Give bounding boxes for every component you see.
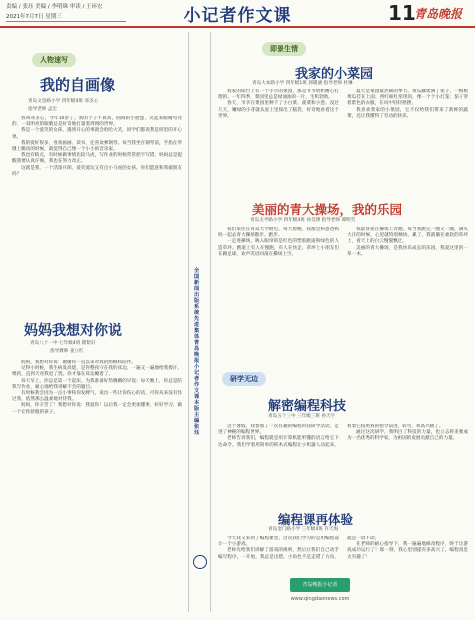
paragraph: 这个暑假，我参加了一次有趣的编程科技研学活动，走进了神秘的编程世界。: [218, 424, 339, 436]
section-banner-scenes: 即景生情: [262, 42, 306, 56]
paragraph: 一走进操场，映入眼帘的是红色的塑胶跑道和绿色的人造草坪。跑道上有人在慢跑，有人在快走；草坪上小朋友们在踢足球，欢声笑语回荡在操场上空。: [218, 239, 339, 257]
paragraph: 夏天是菜园最热闹的季节。黄瓜藤爬满了架子，一根根黄瓜挂在上面；西红柿红彤彤的，像一个个小灯笼；茄子穿着紫色的衣服，在风中轻轻摇摆。: [347, 89, 468, 107]
paragraph: 老师先给我们讲解了游戏的规则，然后让我们自己动手编写程序。一开始，我总是出错，小角色不是走错了方向，就是一动不动。: [218, 536, 380, 560]
section-banner-study: 研学无边: [222, 372, 266, 386]
paragraph: 记得小时候，我生病发高烧，是你整夜守在我的床边，一遍又一遍地给我擦汗、喂药，直到天亮我退了烧，你才靠在床边睡着了。: [12, 366, 182, 378]
vertical-credit-text: 全国新闻出版系统先进集体 青岛晚报小记者作文课 本版主编 张珏: [194, 268, 200, 436]
column-divider-right: [210, 32, 211, 612]
paragraph: 我叫邓圣心，今年10岁了。我的个子不算高，圆圆的小脸蛋，笑起来眼睛弯弯的，一双明亮的眼睛总是好奇地打量着周围的世界。: [12, 116, 182, 128]
article-body-self-portrait: [12, 116, 182, 321]
article-body-vegetable-garden: [218, 89, 468, 191]
paragraph: 我喜欢我家的小菜园，它不仅给我们带来了新鲜的蔬菜，还让我懂得了劳动的快乐。: [347, 107, 468, 119]
paragraph: 妈妈，你辛苦了！我想对你说：我爱你！以后我一定会更加懂事，好好学习，做一个让你骄傲的孩子。: [12, 403, 182, 415]
paragraph: 每天早上，你总是第一个起床，为我准备好热腾腾的早饭；每天晚上，你总是陪我写作业，耐心地给我讲解不会的题目。: [12, 378, 182, 390]
article-byline: 指导教师 姜立红: [50, 349, 84, 354]
paragraph: 这就是我，一个活泼开朗、爱笑爱玩又有点小马虎的女孩。你们愿意和我做朋友吗？: [12, 165, 182, 177]
paragraph: 妈妈，我想对你说：谢谢你一直以来对我的照顾和陪伴。: [21, 360, 136, 365]
paragraph: 我最喜欢在操场上奔跑。每当我跑完一圈又一圈，满头大汗的时候，心里就特别畅快。累了，我就躺在柔软的草坪上，看天上的白云慢慢飘过。: [347, 227, 468, 245]
paragraph: 有时候我会因为一点小事和你发脾气，说出一些让你伤心的话，可你从来没有怪过我，依然那么温柔地对待我。: [12, 391, 182, 403]
article-byline: 青岛太平路小学 四年级4班 孙昊博 指导老师 谭明雪: [250, 218, 356, 223]
article-body-playground: [218, 227, 468, 352]
paragraph: 今天我又来到了编程课堂，这次我们学习的是用编程设计一个小游戏。: [218, 536, 339, 548]
article-byline: 青岛大本路小学 四年级1班 郭暖涵 指导老师 杜琳: [252, 81, 353, 86]
paragraph: 春天，爷爷在菜园里种下了小白菜、菠菜和小葱。没过几天，嫩绿的小芽就从泥土里探出了脑袋，好奇地看着这个世界。: [218, 101, 339, 119]
article-title-coding-class: 编程课再体验: [278, 512, 354, 527]
article-byline: 指导老师 孟宏: [28, 107, 58, 112]
article-title-mother: 妈妈我想对你说: [24, 323, 122, 339]
paragraph: 我家的阳台上有一个小小的菜园，那是爷爷奶奶精心打理的。一年四季，菜园里总是绿油油的一片，生机勃勃。: [218, 89, 339, 101]
paragraph: 我们家住在青岛大学附近，每天傍晚，我都会和爸爸妈妈一起去青大操场散步、跑步。: [218, 227, 339, 239]
article-title-vegetable-garden: 我家的小菜园: [295, 67, 374, 82]
article-byline: 青岛金门路小学 三年级4班 许天海: [268, 527, 339, 532]
header-date: 2021年7月7日 星期三: [6, 14, 62, 20]
page-number: 11: [388, 1, 416, 25]
seal-icon: [193, 555, 207, 569]
vertical-credit-strip: [189, 268, 209, 568]
footer-url: www.qingdaonews.com: [290, 596, 350, 602]
article-title-coding-tech: 解密编程科技: [268, 399, 347, 414]
article-byline: 青岛五十三中 三年级三班 孙天宇: [268, 414, 336, 419]
article-body-mother: [12, 360, 182, 610]
article-body-coding-tech: [218, 424, 468, 506]
paragraph: 我是一个爱笑的女孩，遇到开心的事就会哈哈大笑，同学们都说我是班里的开心果。: [12, 128, 182, 140]
article-title-playground: 美丽的青大操场，我的乐园: [252, 202, 403, 217]
article-byline: 青岛文登路小学 四年级4班 邓圣心: [28, 99, 99, 104]
paragraph: 在老师的耐心指导下，我一遍遍地修改程序，终于让游戏成功运行了！那一刻，我心里别提有多高兴了。编程真是太有趣了！: [347, 542, 468, 560]
paragraph: 美丽的青大操场，是我快乐成长的乐园，我爱这里的一草一木。: [347, 245, 468, 257]
article-body-coding-class: [218, 536, 468, 576]
section-banner-people: 人物速写: [32, 53, 76, 67]
page-header: [0, 0, 475, 28]
paragraph: 老师告诉我们，编程就是用计算机能听懂的语言给它下达命令。我们学着用简单的积木式编程让小机器人动起来，看着它按照我的指令前进、转弯，我高兴极了。: [218, 424, 444, 448]
paragraph: 我也有缺点，有时候做事情比较马虎，写作业的时候常常把字写错。妈妈总是提醒我要认真仔细，我也在努力改正。: [12, 153, 182, 165]
newspaper-brand: 青岛晚报: [414, 7, 463, 21]
paragraph: 通过这次研学，我明白了科技的力量，也立志将来要成为一名优秀的科学家，为祖国的发展贡献自己的力量。: [347, 430, 468, 442]
paragraph: 我的爱好很多，喜欢画画、读书，还喜欢弹钢琴。每当我坐在钢琴前，手指在琴键上跳动的时候，就觉得自己像一个小小的音乐家。: [12, 140, 182, 153]
page-title: 小记者作文课: [183, 6, 292, 26]
article-title-self-portrait: 我的自画像: [40, 76, 116, 94]
footer-logo: 青岛晚报小记者: [290, 578, 350, 592]
header-editors: 责编 / 张珏 美编 / 李明珠 审读 / 王环宏: [6, 4, 103, 10]
article-byline: 青岛八十一中 七年级4班 隋紫轩: [30, 341, 96, 346]
